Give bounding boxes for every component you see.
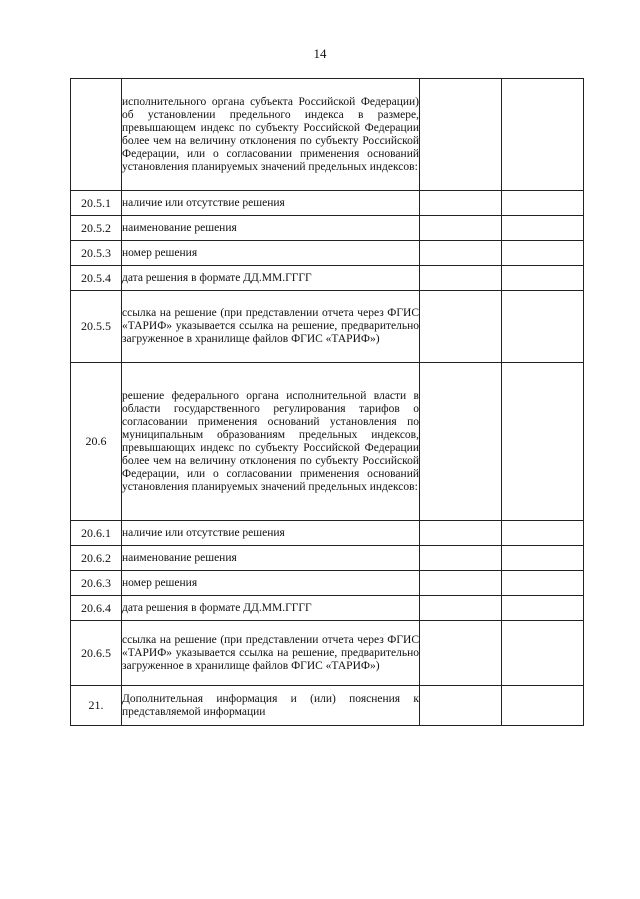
row-number: 20.6.4: [71, 596, 122, 621]
value-cell: [420, 191, 502, 216]
document-table: [70, 78, 584, 726]
row-number: [71, 79, 122, 191]
row-number: 20.5.3: [71, 241, 122, 266]
table-row: [71, 241, 584, 266]
row-number: 20.5.4: [71, 266, 122, 291]
value-cell: [502, 266, 584, 291]
table-row: [71, 546, 584, 571]
table-row: [71, 363, 584, 521]
value-cell: [420, 546, 502, 571]
row-description: наименование решения: [122, 546, 420, 571]
table-row: [71, 621, 584, 686]
value-cell: [420, 241, 502, 266]
row-description: наличие или отсутствие решения: [122, 191, 420, 216]
value-cell: [502, 546, 584, 571]
row-description: Дополнительная информация и (или) пояснения к представляемой информации: [122, 686, 420, 726]
row-number: 20.6.1: [71, 521, 122, 546]
table-row: [71, 686, 584, 726]
table-row: [71, 216, 584, 241]
table-row: [71, 266, 584, 291]
value-cell: [420, 621, 502, 686]
value-cell: [502, 521, 584, 546]
table-row: [71, 191, 584, 216]
row-description: решение федерального органа исполнительной власти в области государственного регулирования тарифов о согласовании применения оснований установления по муниципальным образованиям предельных индексов, превышающих индекс по субъекту Российской Федерации более чем на величину отклонения по субъекту Российской Федерации, или о согласовании применения оснований установления планируемых значений предельных индексов:: [122, 363, 420, 521]
value-cell: [420, 571, 502, 596]
table-row: [71, 596, 584, 621]
row-description: ссылка на решение (при представлении отчета через ФГИС «ТАРИФ» указывается ссылка на решение, предварительно загруженное в хранилище файлов ФГИС «ТАРИФ»): [122, 291, 420, 363]
value-cell: [420, 266, 502, 291]
value-cell: [502, 363, 584, 521]
row-number: 20.6: [71, 363, 122, 521]
row-description: дата решения в формате ДД.ММ.ГГГГ: [122, 596, 420, 621]
row-description: номер решения: [122, 571, 420, 596]
row-number: 20.6.2: [71, 546, 122, 571]
table-row: [71, 79, 584, 191]
row-description: дата решения в формате ДД.ММ.ГГГГ: [122, 266, 420, 291]
table-row: [71, 571, 584, 596]
row-description: ссылка на решение (при представлении отчета через ФГИС «ТАРИФ» указывается ссылка на решение, предварительно загруженное в хранилище файлов ФГИС «ТАРИФ»): [122, 621, 420, 686]
page-number: 14: [313, 46, 327, 61]
value-cell: [502, 686, 584, 726]
row-description: номер решения: [122, 241, 420, 266]
row-number: 21.: [71, 686, 122, 726]
value-cell: [502, 291, 584, 363]
table-row: [71, 521, 584, 546]
row-number: 20.5.2: [71, 216, 122, 241]
value-cell: [420, 686, 502, 726]
row-description: наименование решения: [122, 216, 420, 241]
value-cell: [502, 596, 584, 621]
row-number: 20.6.5: [71, 621, 122, 686]
row-description: исполнительного органа субъекта Российской Федерации) об установлении предельного индекса в размере, превышающем индекс по субъекту Российской Федерации более чем на величину отклонения по субъекту Российской Федерации, или о согласовании применения оснований установления планируемых значений предельных индексов:: [122, 79, 420, 191]
value-cell: [420, 363, 502, 521]
row-number: 20.5.1: [71, 191, 122, 216]
value-cell: [502, 191, 584, 216]
value-cell: [502, 621, 584, 686]
table-row: [71, 291, 584, 363]
value-cell: [502, 216, 584, 241]
value-cell: [502, 79, 584, 191]
row-description: наличие или отсутствие решения: [122, 521, 420, 546]
value-cell: [502, 571, 584, 596]
value-cell: [420, 291, 502, 363]
value-cell: [420, 596, 502, 621]
value-cell: [420, 521, 502, 546]
value-cell: [420, 79, 502, 191]
row-number: 20.6.3: [71, 571, 122, 596]
row-number: 20.5.5: [71, 291, 122, 363]
value-cell: [420, 216, 502, 241]
value-cell: [502, 241, 584, 266]
